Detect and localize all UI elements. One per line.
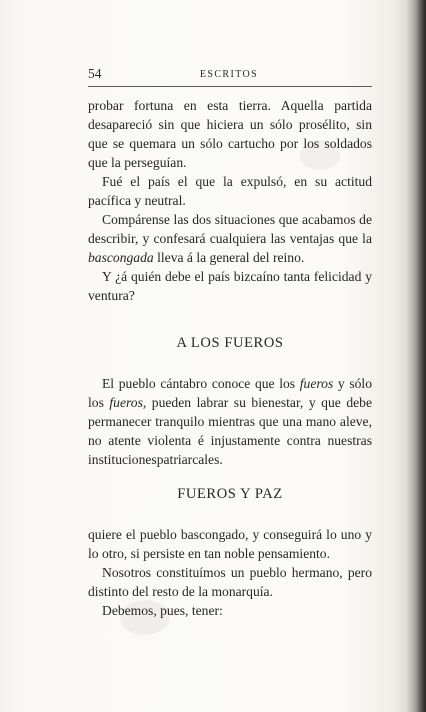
page-header — [88, 64, 370, 86]
paragraph-text: pueden labrar su bienestar, y que debe permanecer tranquilo mientras que una mano aleve, no atente violenta é injustamente contra nuestras institucionespatriarcales. — [88, 395, 372, 467]
text-block-paz — [88, 525, 372, 620]
paragraph — [88, 374, 372, 469]
paragraph-text: lleva á la general del reino. — [153, 250, 305, 265]
italic-term: bascongada — [88, 250, 154, 265]
paragraph: quiere el pueblo bascongado, y conseguirá lo uno y lo otro, si persiste en tan noble pensamiento. — [88, 527, 372, 561]
paragraph: Y ¿á quién debe el país bizcaíno tanta felicidad y ventura? — [88, 269, 372, 303]
page-number: 54 — [88, 66, 102, 81]
paragraph-text: y sólo los — [88, 376, 372, 410]
paragraph: Fué el país el que la expulsó, en su actitud pacífica y neutral. — [88, 174, 372, 208]
page-edge-shadow — [406, 0, 426, 712]
section-heading: A LOS FUEROS — [176, 335, 284, 351]
text-block-intro — [88, 96, 372, 305]
section-heading: FUEROS Y PAZ — [177, 486, 283, 502]
italic-term: fueros — [299, 376, 334, 391]
paragraph: probar fortuna en esta tierra. Aquella partida desapareció sin que hiciera un sólo prosélito, sin que se quemara un sólo cartucho por los soldados que la perseguían. — [88, 98, 372, 170]
paragraph-text: El pueblo cántabro conoce que los — [102, 376, 300, 391]
text-block-fueros — [88, 374, 372, 469]
paragraph-text: Compárense las dos situaciones que acabamos de describir, y confesará cualquiera las ventajas que la — [88, 212, 372, 246]
header-rule — [88, 86, 372, 87]
paragraph: Debemos, pues, tener: — [102, 603, 223, 618]
paragraph: Nosotros constituímos un pueblo hermano, pero distinto del resto de la monarquía. — [88, 565, 372, 599]
paragraph — [88, 210, 372, 267]
italic-term: fueros, — [109, 395, 147, 410]
running-head: ESCRITOS — [199, 69, 259, 80]
